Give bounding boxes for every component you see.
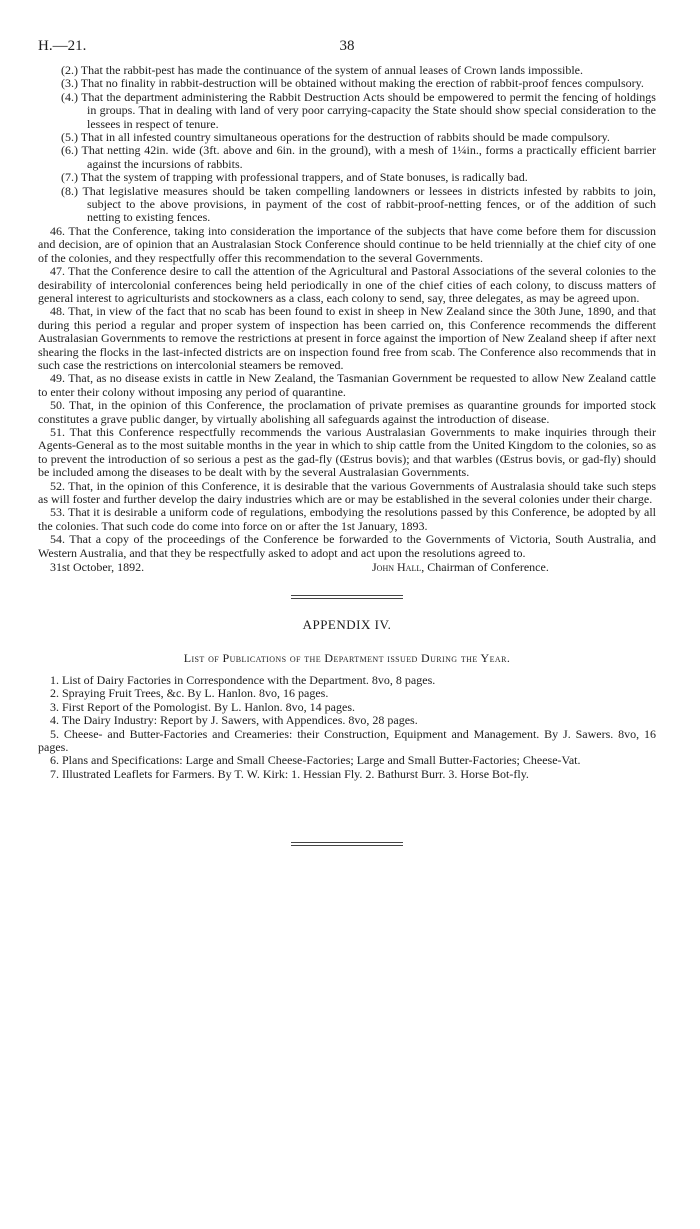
clause-number: (6.) (61, 143, 78, 158)
signatory-name: John Hall (372, 560, 422, 575)
clause-text: That in all infested country simultaneous operations for the destruction of rabbits should be made compulsory. (80, 130, 610, 145)
resolution-47: 47. That the Conference desire to call the attention of the Agricultural and Pastoral Associations of the several colonies to the desirability of intercolonial conferences being held periodically in one of the chief cities of each colony, to discuss matters of general interest to agriculturists and stockowners as a class, each colony to send, say, three delegates, as may be agreed upon. (38, 264, 656, 305)
resolution-53: 53. That it is desirable a uniform code of regulations, embodying the resolutions passed by this Conference, be adopted by all the colonies. That such code do come into force on or after the 1st January, 1893. (38, 505, 656, 533)
resolution-50: 50. That, in the opinion of this Conference, the proclamation of private premises as quarantine grounds for imported stock constitutes a grave public danger, by virtually abolishing all safeguards against the introduction of disease. (38, 398, 656, 426)
clause-7 (38, 171, 656, 184)
clause-text: That no finality in rabbit-destruction will be obtained without making the erection of rabbit-proof fences compulsory. (80, 76, 644, 91)
publications-list-title: List of Publications of the Department issued During the Year. (183, 651, 511, 666)
signature-line (38, 561, 656, 577)
signature-block (372, 561, 549, 574)
publication-item: 2. Spraying Fruit Trees, &c. By L. Hanlon. 8vo, 16 pages. (50, 686, 329, 701)
clause-3 (38, 77, 656, 90)
signature-date: 31st October, 1892. (50, 560, 145, 575)
publication-item: 7. Illustrated Leaflets for Farmers. By T. W. Kirk: 1. Hessian Fly. 2. Bathurst Burr. 3. Horse Bot-fly. (50, 766, 529, 781)
section-divider (291, 598, 403, 599)
clause-2 (38, 64, 656, 77)
section-divider (291, 595, 403, 596)
publication-item: 4. The Dairy Industry: Report by J. Sawers, with Appendices. 8vo, 28 pages. (50, 713, 418, 728)
clause-4 (38, 91, 656, 131)
signatory-title: , Chairman of Conference. (421, 560, 549, 575)
document-page (38, 38, 656, 846)
publication-item: 5. Cheese- and Butter-Factories and Creameries: their Construction, Equipment and Management. By J. Sawers. 8vo, 16 pages. (38, 726, 656, 755)
resolution-49: 49. That, as no disease exists in cattle in New Zealand, the Tasmanian Government be requested to allow New Zealand cattle to enter their colony without imposing any period of quarantine. (38, 371, 656, 399)
clause-number: (8.) (61, 183, 78, 198)
publication-item: 1. List of Dairy Factories in Correspondence with the Department. 8vo, 8 pages. (50, 673, 436, 688)
clause-text: That netting 42in. wide (3ft. above and 6in. in the ground), with a mesh of 1¼in., forms a practically efficient barrier against the incursions of rabbits. (81, 143, 656, 171)
clause-number: (5.) (61, 130, 78, 145)
appendix-title: APPENDIX IV. (302, 617, 392, 633)
resolution-52: 52. That, in the opinion of this Conference, it is desirable that the various Governments of Australasia should take such steps as will foster and further develop the dairy industries which are or may be established in the several colonies under their charge. (38, 478, 656, 506)
resolution-46: 46. That the Conference, taking into consideration the importance of the subjects that have come before them for discussion and decision, are of opinion that an Australasian Stock Conference should continue to be held triennially at the chief city of one of the colonies, and they respectfully offer this recommendation to the several Governments. (38, 223, 656, 265)
clause-text: That legislative measures should be taken compelling landowners or lessees in districts infested by rabbits to join, subject to the above provisions, in payment of the cost of rabbit-proof-netting fences, or of the addition of such netting to existing fences. (82, 183, 656, 225)
clause-8 (38, 185, 656, 225)
clause-number: (3.) (61, 76, 78, 91)
clause-number: (2.) (61, 63, 78, 77)
resolution-54: 54. That a copy of the proceedings of the Conference be forwarded to the Governments of Victoria, South Australia, and Western Australia, and that they be respectfully asked to adopt and act upon the resolutions agreed to. (38, 532, 656, 560)
clause-number: (4.) (61, 89, 78, 104)
resolution-48: 48. That, in view of the fact that no scab has been found to exist in sheep in New Zealand since the 30th June, 1890, and that during this period a regular and proper system of inspection has been carried on, this Conference recommends the different Australasian Governments to remove the restrictions at present in force against the importion of New Zealand sheep if after next shearing the flocks in the last-infected districts are on inspection found free from scab. The Conference also recommends that in such case the restrictions on intercolonial steamers be removed. (38, 304, 656, 372)
end-divider (291, 842, 403, 843)
page-header (38, 38, 656, 64)
clause-number: (7.) (61, 170, 78, 185)
clause-text: That the rabbit-pest has made the continuance of the system of annual leases of Crown lands impossible. (80, 63, 583, 77)
document-reference: H.—21. (38, 38, 87, 54)
publication-item: 6. Plans and Specifications: Large and Small Cheese-Factories; Large and Small Butter-Factories; Cheese-Vat. (50, 753, 581, 768)
clause-5 (38, 131, 656, 144)
resolution-51: 51. That this Conference respectfully recommends the various Australasian Governments to make inquiries through their Agents-General as to the most suitable months in the year in which to ship cattle from the United Kingdom to the colonies, so as to prevent the introduction of so serious a pest as the gad-fly (Œstrus bovis); and that warbles (Œstrus bovis, or gad-fly) should be included among the diseases to be dealt with by the several Australasian Governments. (38, 424, 656, 480)
end-divider (291, 845, 403, 846)
clause-text: That the system of trapping with professional trappers, and of State bonuses, is radically bad. (80, 170, 528, 185)
document-body (38, 64, 656, 577)
page-number: 38 (339, 38, 355, 54)
publication-item: 3. First Report of the Pomologist. By L. Hanlon. 8vo, 14 pages. (50, 699, 355, 714)
clause-text: That the department administering the Rabbit Destruction Acts should be empowered to permit the fencing of holdings in groups. That in dealing with land of very poor carrying-capacity the State should show special consideration to the lessees in respect of tenure. (81, 89, 656, 131)
clause-6 (38, 144, 656, 171)
